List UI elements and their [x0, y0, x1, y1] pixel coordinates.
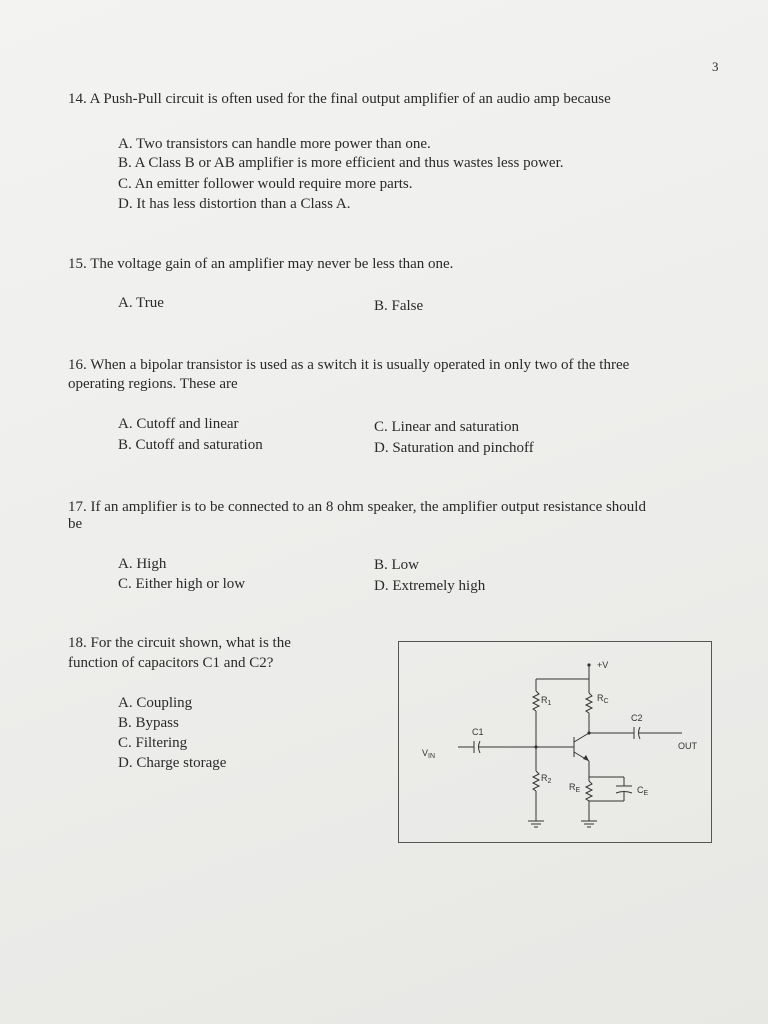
question-15-option-b: B. False [374, 298, 424, 314]
c2-label: C2 [631, 713, 643, 723]
question-16-option-a: A. Cutoff and linear [118, 416, 239, 432]
collector-node [587, 731, 590, 734]
vin-label: $V_{IN}$ [422, 748, 436, 760]
re-label: $R_E$ [569, 782, 581, 794]
supply-node [587, 663, 590, 666]
question-17-option-c: C. Either high or low [118, 576, 246, 592]
question-15-option-a: A. True [118, 295, 164, 311]
question-18-option-d: D. Charge storage [118, 755, 227, 771]
amplifier-circuit-diagram [398, 641, 712, 843]
question-15-stem: 15. The voltage gain of an amplifier may never be less than one. [68, 256, 454, 272]
circuit-svg [398, 641, 712, 843]
question-18-stem-line1: 18. For the circuit shown, what is the [68, 635, 291, 651]
emitter-arrow [583, 755, 589, 761]
rc-label: $R_C$ [597, 693, 609, 705]
circuit-frame [399, 642, 712, 843]
question-17-stem-line1: 17. If an amplifier is to be connected to an 8 ohm speaker, the amplifier output resistance should [68, 499, 646, 515]
question-18-option-c: C. Filtering [118, 735, 188, 751]
question-18-option-b: B. Bypass [118, 715, 179, 731]
question-14-option-a: A. Two transistors can handle more power than one. [118, 136, 431, 152]
question-16-option-d: D. Saturation and pinchoff [374, 440, 534, 456]
question-17-option-b: B. Low [374, 557, 419, 573]
question-16-stem-line2: operating regions. These are [68, 376, 238, 392]
question-18-option-a: A. Coupling [118, 695, 193, 711]
page-number: 3 [712, 59, 719, 74]
question-16-option-c: C. Linear and saturation [374, 419, 519, 435]
c1-label: C1 [472, 727, 484, 737]
question-14-option-d: D. It has less distortion than a Class A. [118, 196, 351, 212]
circuit-wires [458, 666, 682, 827]
question-17-option-d: D. Extremely high [374, 578, 486, 594]
question-17-option-a: A. High [118, 556, 167, 572]
question-16-option-b: B. Cutoff and saturation [118, 437, 263, 453]
question-14-option-b: B. A Class B or AB amplifier is more efficient and thus wastes less power. [118, 155, 564, 171]
question-16-stem-line1: 16. When a bipolar transistor is used as a switch it is usually operated in only two of the three [68, 357, 630, 373]
question-18-stem-line2: function of capacitors C1 and C2? [68, 655, 274, 671]
out-label: OUT [678, 741, 697, 751]
question-14-option-c: C. An emitter follower would require more parts. [118, 176, 413, 192]
ce-label: $C_E$ [637, 785, 649, 797]
question-17-stem-line2: be [68, 516, 83, 532]
base-node [534, 745, 537, 748]
question-14-stem: 14. A Push-Pull circuit is often used for the final output amplifier of an audio amp because [68, 91, 611, 107]
r1-label: $R_1$ [541, 695, 552, 707]
supply-label: +V [597, 660, 609, 670]
r2-label: $R_2$ [541, 773, 552, 785]
